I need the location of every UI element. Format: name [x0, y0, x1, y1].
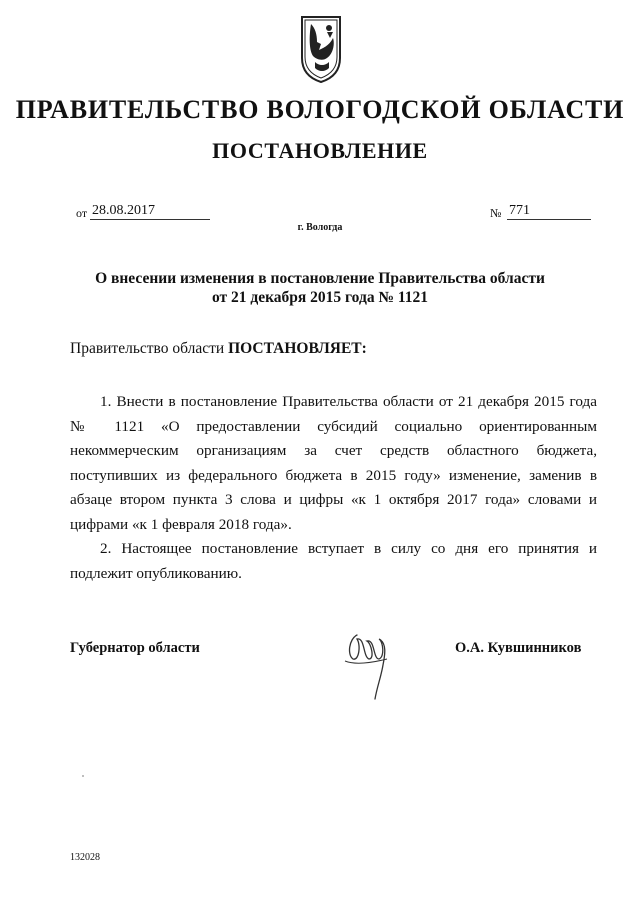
body-paragraph-2: 2. Настоящее постановление вступает в силу со дня его принятия и подлежит опубликованию.: [70, 540, 597, 582]
body-paragraph-1: 1. Внести в постановление Правительства области от 21 декабря 2015 года № 1121 «О предоставлении субсидий социально ориентированным некоммерческим организациям за счет средств областного бюджета, поступивших из федерального бюджета в 2015 году» изменение, заменив в абзаце втором пункта 3 слова и цифры «к 1 октября 2017 года» словами и цифрами «к 1 февраля 2018 года».: [70, 393, 597, 533]
document-subject: [60, 269, 580, 307]
preamble-verb: ПОСТАНОВЛЯЕТ:: [228, 340, 367, 357]
document-city: г. Вологда: [297, 222, 343, 233]
number-label: №: [490, 206, 502, 220]
date-label: от: [76, 206, 88, 220]
preamble-text: Правительство области: [70, 340, 229, 357]
handwritten-signature: [335, 625, 395, 705]
document-number: 771: [507, 202, 591, 220]
signatory-name: О.А. Кувшинников: [455, 640, 582, 656]
government-title: ПРАВИТЕЛЬСТВО ВОЛОГОДСКОЙ ОБЛАСТИ: [15, 95, 625, 124]
subject-line-1: О внесении изменения в постановление Правительства области: [95, 270, 545, 287]
scan-speck: [82, 775, 84, 777]
footer-code: 132028: [70, 852, 100, 863]
subject-line-2: от 21 декабря 2015 года № 1121: [211, 289, 429, 306]
preamble: [70, 340, 367, 358]
signatory-role: Губернатор области: [70, 640, 200, 656]
vologda-coat-of-arms-icon: [299, 14, 343, 84]
document-type: ПОСТАНОВЛЕНИЕ: [212, 138, 428, 163]
document-date: 28.08.2017: [90, 202, 210, 220]
document-body: [70, 390, 597, 586]
